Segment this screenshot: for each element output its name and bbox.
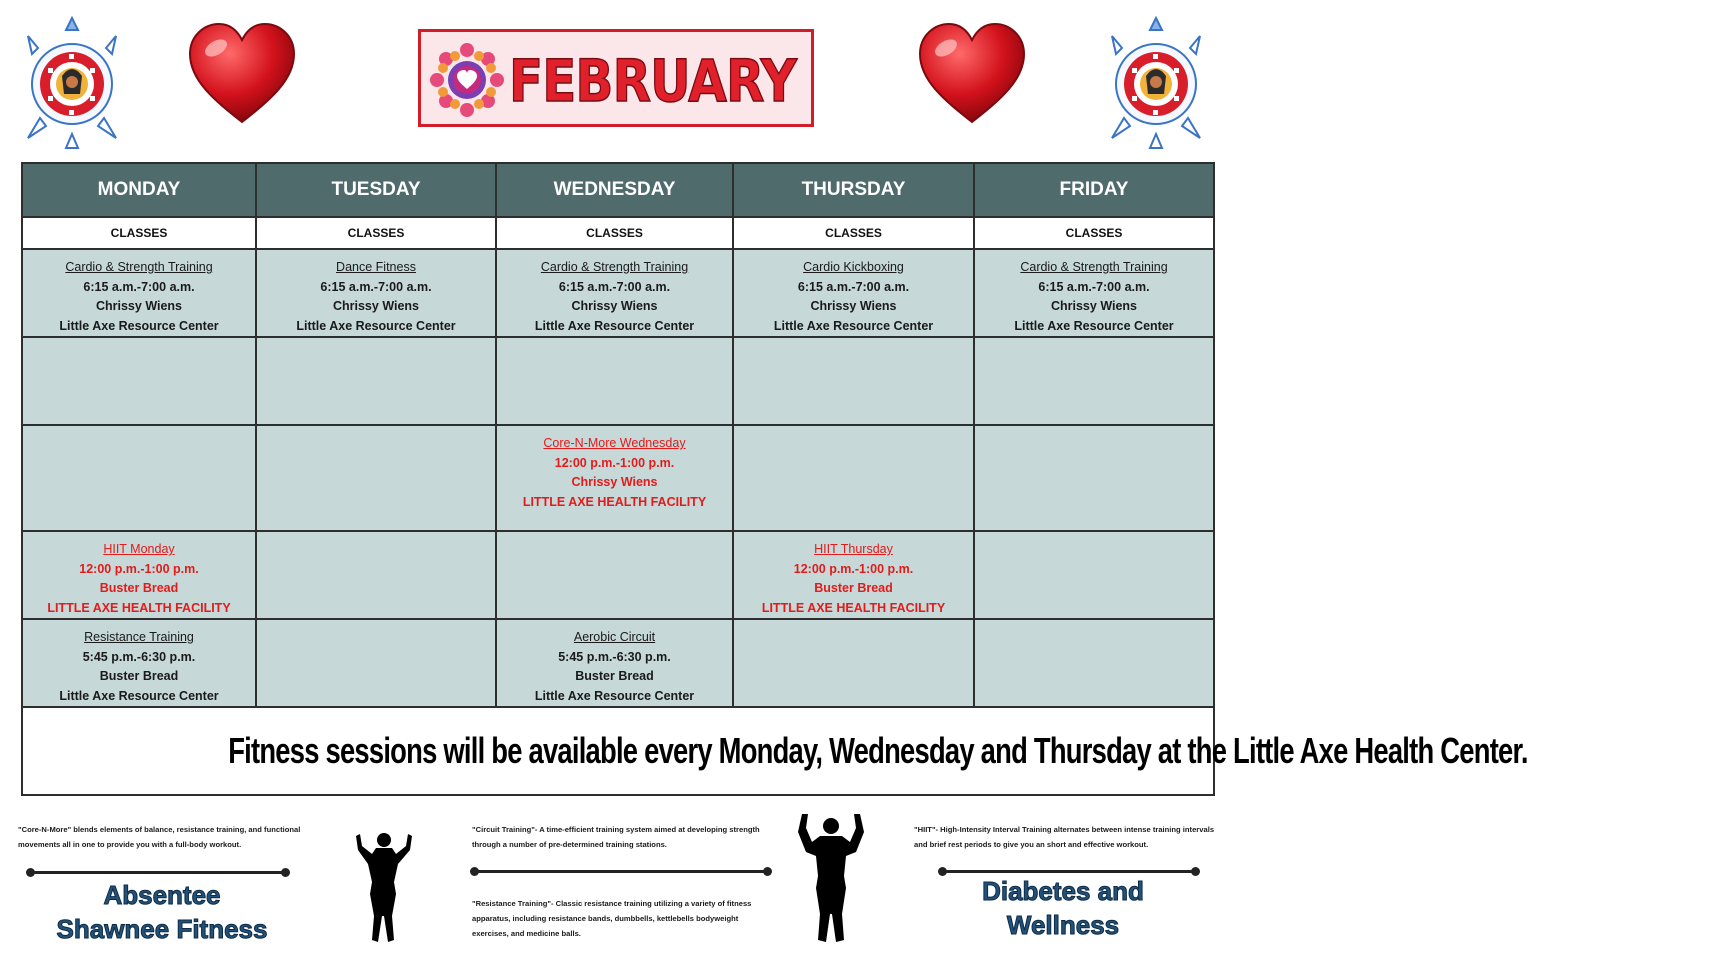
class-entry [497, 250, 732, 336]
class-instructor: Chrissy Wiens [332, 299, 420, 313]
table-row [22, 249, 1214, 337]
class-time: 6:15 a.m.-7:00 a.m. [797, 279, 910, 294]
class-time: 12:00 p.m.-1:00 p.m. [554, 455, 675, 470]
class-entry [975, 250, 1213, 336]
class-name: Cardio Kickboxing [803, 260, 904, 274]
class-location: LITTLE AXE HEALTH FACILITY [761, 600, 946, 615]
divider-line [474, 870, 768, 873]
class-instructor: Buster Bread [99, 581, 179, 595]
hiit-definition: "HIIT"- High-Intensity Interval Training alternates between intense training intervals and brief rest periods to give you an short and effective workout. [914, 825, 1215, 849]
class-name: Cardio & Strength Training [540, 260, 689, 274]
classes-label: CLASSES [733, 217, 974, 249]
classes-label: CLASSES [974, 217, 1214, 249]
class-name: Core-N-More Wednesday [543, 436, 686, 450]
brand-line: Absentee [103, 880, 221, 910]
schedule-cell [733, 531, 974, 619]
class-time: 12:00 p.m.-1:00 p.m. [79, 561, 199, 576]
table-row [22, 619, 1214, 707]
class-entry [23, 532, 255, 618]
class-location: Little Axe Resource Center [534, 318, 695, 333]
schedule-cell [22, 337, 256, 425]
schedule-cell [496, 425, 733, 531]
class-location: Little Axe Resource Center [773, 318, 934, 333]
class-name: Aerobic Circuit [573, 630, 656, 644]
class-instructor: Chrissy Wiens [1050, 299, 1138, 313]
day-header-thursday: THURSDAY [733, 163, 974, 217]
schedule-cell [496, 337, 733, 425]
classes-label: CLASSES [22, 217, 256, 249]
bodybuilder-icon [798, 810, 864, 944]
class-location: LITTLE AXE HEALTH FACILITY [47, 600, 231, 615]
bodybuilder-icon [356, 824, 412, 944]
class-time: 12:00 p.m.-1:00 p.m. [793, 561, 914, 576]
class-time: 6:15 a.m.-7:00 a.m. [320, 279, 432, 294]
divider-line [30, 871, 286, 874]
schedule-cell [22, 531, 256, 619]
class-name: Resistance Training [84, 630, 194, 644]
mandala-heart-icon [429, 42, 505, 118]
divider-line [942, 870, 1196, 873]
day-header-friday: FRIDAY [974, 163, 1214, 217]
diabetes-and-wellness-logo [935, 874, 1191, 942]
class-name: HIIT Thursday [814, 542, 893, 556]
schedule-cell [22, 619, 256, 707]
class-name: Cardio & Strength Training [65, 260, 213, 274]
month-title: FEBRUARY [509, 47, 797, 115]
schedule-table [21, 162, 1528, 796]
class-entry [257, 250, 495, 336]
class-instructor: Chrissy Wiens [571, 299, 658, 313]
schedule-cell [496, 531, 733, 619]
class-entry [23, 250, 255, 336]
schedule-cell [256, 619, 496, 707]
month-banner [418, 29, 814, 127]
class-location: Little Axe Resource Center [59, 688, 219, 703]
schedule-cell [496, 619, 733, 707]
class-name: HIIT Monday [103, 542, 175, 556]
class-name: Cardio & Strength Training [1020, 260, 1168, 274]
schedule-cell [22, 249, 256, 337]
schedule-cell [22, 425, 256, 531]
footer-note-cell [22, 707, 1528, 795]
schedule-cell [974, 531, 1214, 619]
class-location: Little Axe Resource Center [534, 688, 695, 703]
class-entry [497, 620, 732, 706]
turtle-emblem-icon [26, 14, 118, 152]
brand-line: Diabetes and [982, 876, 1144, 906]
classes-label: CLASSES [496, 217, 733, 249]
table-row [22, 531, 1214, 619]
schedule-cell [256, 531, 496, 619]
circuit-training-definition: "Circuit Training"- A time-efficient training system aimed at developing strength through a number of pre-determined training stations. [472, 825, 760, 849]
turtle-emblem-icon [1110, 14, 1202, 152]
schedule-cell [974, 249, 1214, 337]
day-header-tuesday: TUESDAY [256, 163, 496, 217]
class-time: 6:15 a.m.-7:00 a.m. [1038, 279, 1150, 294]
class-name: Dance Fitness [336, 260, 416, 274]
absentee-shawnee-fitness-logo [22, 878, 302, 946]
class-location: Little Axe Resource Center [296, 318, 456, 333]
class-instructor: Buster Bread [99, 669, 179, 683]
schedule-cell [496, 249, 733, 337]
class-location: LITTLE AXE HEALTH FACILITY [522, 494, 707, 509]
class-time: 5:45 p.m.-6:30 p.m. [82, 649, 196, 664]
schedule-cell [974, 337, 1214, 425]
table-row [22, 337, 1214, 425]
schedule-cell [733, 337, 974, 425]
core-n-more-definition: "Core-N-More" blends elements of balance, resistance training, and functional movements all in one to provide you with a full-body workout. [18, 825, 301, 849]
class-location: Little Axe Resource Center [1014, 318, 1174, 333]
class-instructor: Buster Bread [575, 669, 654, 683]
brand-line: Shawnee Fitness [56, 914, 268, 944]
footer-note: Fitness sessions will be available every Monday, Wednesday and Thursday at the Little Axe Health Center. [228, 730, 1528, 771]
schedule-cell [733, 425, 974, 531]
class-instructor: Chrissy Wiens [95, 299, 183, 313]
table-row [22, 425, 1214, 531]
class-time: 6:15 a.m.-7:00 a.m. [558, 279, 671, 294]
class-time: 6:15 a.m.-7:00 a.m. [83, 279, 195, 294]
class-entry [497, 426, 732, 512]
schedule-cell [256, 337, 496, 425]
schedule-cell [733, 249, 974, 337]
class-location: Little Axe Resource Center [59, 318, 219, 333]
classes-label: CLASSES [256, 217, 496, 249]
class-instructor: Chrissy Wiens [571, 475, 658, 489]
brand-line: Wellness [1006, 910, 1120, 940]
schedule-cell [733, 619, 974, 707]
class-instructor: Chrissy Wiens [810, 299, 897, 313]
schedule-cell [256, 249, 496, 337]
class-instructor: Buster Bread [814, 581, 893, 595]
day-header-monday: MONDAY [22, 163, 256, 217]
class-entry [734, 250, 973, 336]
heart-icon [186, 18, 298, 130]
schedule-cell [974, 619, 1214, 707]
class-time: 5:45 p.m.-6:30 p.m. [558, 649, 671, 664]
heart-icon [916, 18, 1028, 130]
class-entry [23, 620, 255, 706]
schedule-cell [256, 425, 496, 531]
resistance-training-definition: "Resistance Training"- Classic resistance training utilizing a variety of fitness apparatus, including resistance bands, dumbbells, kettlebells bodyweight exercises, and medicine balls. [472, 899, 752, 938]
class-entry [734, 532, 973, 618]
schedule-cell [974, 425, 1214, 531]
day-header-wednesday: WEDNESDAY [496, 163, 733, 217]
